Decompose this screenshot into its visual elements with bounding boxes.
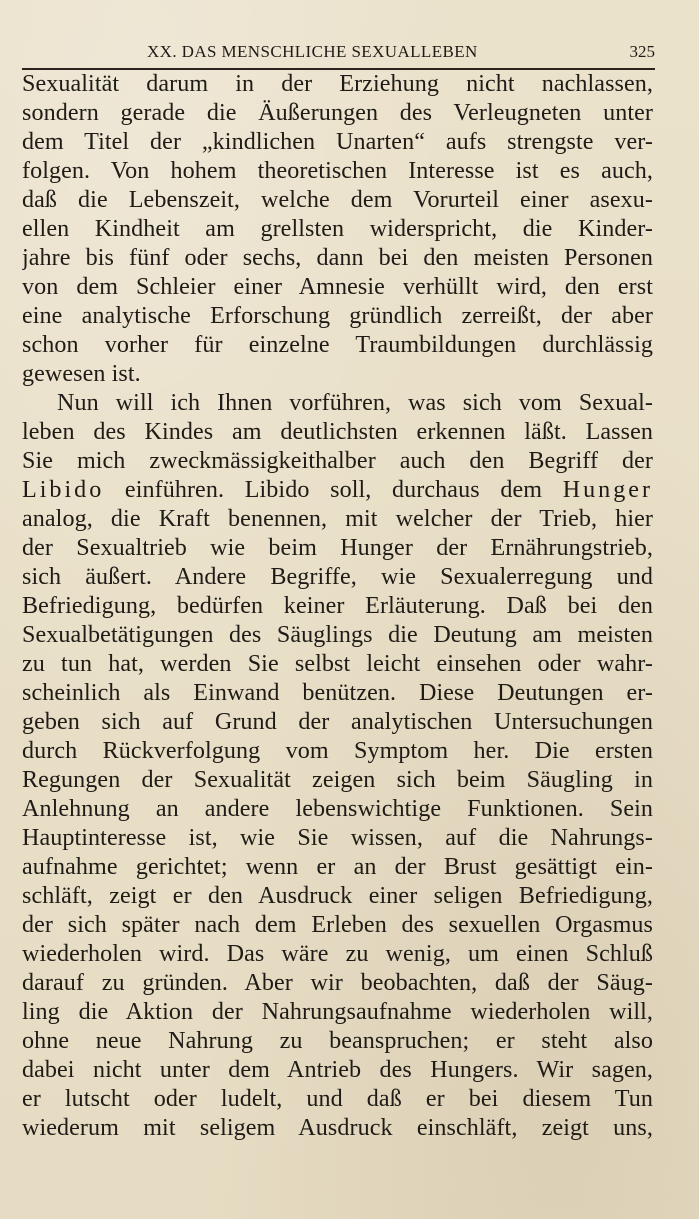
text-line: jahre bis fünf oder sechs, dann bei den meisten Personen — [22, 245, 653, 271]
text-line: Sie mich zweckmässigkeithalber auch den Begriff der — [22, 448, 653, 474]
page-number: 325 — [629, 42, 655, 61]
text-line: Anlehnung an andere lebenswichtige Funktionen. Sein — [22, 796, 653, 822]
text-line: ohne neue Nahrung zu beanspruchen; er steht also — [22, 1028, 653, 1054]
text-line: Regungen der Sexualität zeigen sich beim Säugling in — [22, 767, 653, 793]
text-line: Befriedigung, bedürfen keiner Erläuterung. Daß bei den — [22, 593, 653, 619]
text-line: ellen Kindheit am grellsten widerspricht, die Kinder- — [22, 216, 653, 242]
text-line: Sexualbetätigungen des Säuglings die Deutung am meisten — [22, 622, 653, 648]
text-line: sondern gerade die Äußerungen des Verleugneten unter — [22, 100, 653, 126]
text-line: dabei nicht unter dem Antrieb des Hungers. Wir sagen, — [22, 1057, 653, 1083]
text-line: schläft, zeigt er den Ausdruck einer seligen Befriedigung, — [22, 883, 653, 909]
hunger-term: Hunger — [562, 477, 653, 503]
text-line: scheinlich als Einwand benützen. Diese Deutungen er- — [22, 680, 653, 706]
text-line: er lutscht oder ludelt, und daß er bei diesem Tun — [22, 1086, 653, 1112]
text-line: zu tun hat, werden Sie selbst leicht einsehen oder wahr- — [22, 651, 653, 677]
text-line: sich äußert. Andere Begriffe, wie Sexualerregung und — [22, 564, 653, 590]
paragraph-start-line: Nun will ich Ihnen vorführen, was sich vom Sexual- — [57, 390, 653, 416]
body-text — [22, 70, 653, 1143]
text-line: ling die Aktion der Nahrungsaufnahme wiederholen will, — [22, 999, 653, 1025]
text-line: aufnahme gerichtet; wenn er an der Brust gesättigt ein- — [22, 854, 653, 880]
text-line: wiederum mit seligem Ausdruck einschläft, zeigt uns, — [22, 1115, 653, 1141]
text-line: wiederholen wird. Das wäre zu wenig, um einen Schluß — [22, 941, 653, 967]
line-fragment: einführen. Libido soll, durchaus dem — [124, 477, 543, 503]
text-line: analog, die Kraft benennen, mit welcher der Trieb, hier — [22, 506, 653, 532]
text-line: darauf zu gründen. Aber wir beobachten, daß der Säug- — [22, 970, 653, 996]
text-line: schon vorher für einzelne Traumbildungen durchlässig — [22, 332, 653, 358]
text-line: folgen. Von hohem theoretischen Interesse ist es auch, — [22, 158, 653, 184]
running-head: XX. DAS MENSCHLICHE SEXUALLEBEN — [147, 42, 478, 61]
page-header — [22, 38, 655, 70]
text-line: dem Titel der „kindlichen Unarten“ aufs strengste ver- — [22, 129, 653, 155]
text-line: leben des Kindes am deutlichsten erkennen läßt. Lassen — [22, 419, 653, 445]
text-line: Hauptinteresse ist, wie Sie wissen, auf die Nahrungs- — [22, 825, 653, 851]
text-line: der Sexualtrieb wie beim Hunger der Ernährungstrieb, — [22, 535, 653, 561]
text-line-with-emphasis — [22, 476, 653, 505]
text-line: daß die Lebenszeit, welche dem Vorurteil einer asexu- — [22, 187, 653, 213]
text-line: Sexualität darum in der Erziehung nicht nachlassen, — [22, 71, 653, 97]
paragraph-end-line: gewesen ist. — [22, 361, 141, 387]
text-line: von dem Schleier einer Amnesie verhüllt wird, den erst — [22, 274, 653, 300]
text-line: durch Rückverfolgung vom Symptom her. Die ersten — [22, 738, 653, 764]
text-line: eine analytische Erforschung gründlich zerreißt, der aber — [22, 303, 653, 329]
text-line: geben sich auf Grund der analytischen Untersuchungen — [22, 709, 653, 735]
text-line: der sich später nach dem Erleben des sexuellen Orgasmus — [22, 912, 653, 938]
libido-term: Libido — [22, 477, 105, 503]
